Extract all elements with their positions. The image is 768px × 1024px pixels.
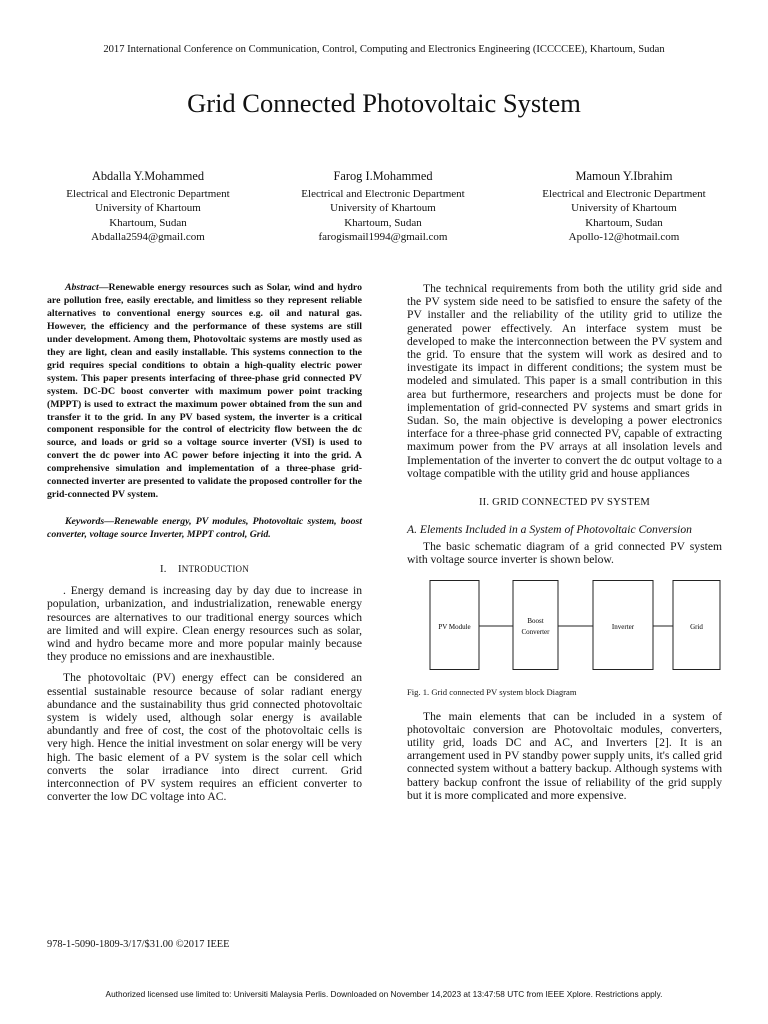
license-footer: Authorized licensed use limited to: Universiti Malaysia Perlis. Downloaded on November 14,2023 at 13:47:58 UTC from IEEE Xplore. Restrictions apply. <box>105 989 663 999</box>
section-heading-grid-connected: II. GRID CONNECTED PV SYSTEM <box>478 497 651 509</box>
author-email: Abdalla2594@gmail.com <box>91 230 205 243</box>
figure-caption: Fig. 1. Grid connected PV system block Diagram <box>407 686 577 697</box>
author-university: University of Khartoum <box>95 202 201 215</box>
intro-paragraph-2: The photovoltaic (PV) energy effect can be considered an essential sustainable resource because of solar radiant energy abundance and the sustainability thus grid connected photovoltaic system is widely used, although solar energy is available abundantly and free of cost, the cost of the photovoltaic cells is very high. Hence the initial investment on solar energy will be very high. The basic element of a PV system is the solar cell which converts the solar irradiance into direct current. Grid interconnection of PV system requires an efficient converter to converter the low DC voltage into AC. <box>47 671 362 804</box>
author-block-3 <box>524 168 724 244</box>
section-number: I. <box>160 564 167 576</box>
label-pv-module: PV Module <box>438 622 471 631</box>
right-column <box>407 282 722 802</box>
label-boost-line2: Converter <box>521 627 550 636</box>
keywords: Keywords—Renewable energy, PV modules, Photovoltaic system, boost converter, voltage source Inverter, MPPT control, Grid. <box>47 516 362 541</box>
paper-title: Grid Connected Photovoltaic System <box>187 88 581 118</box>
author-email: farogismail1994@gmail.com <box>318 230 448 243</box>
label-boost-line1: Boost <box>527 616 544 625</box>
block-diagram <box>429 580 729 670</box>
right-paragraph-1: The technical requirements from both the utility grid side and the PV system side need to be satisfied to ensure the safety of the PV installer and the reliability of the utility grid to utilize the generated power effectively. An interface system must be developed to make the interconnection between the PV system and the grid. To ensure that the system will work as desired and to investigate its impact in different conditions; the system must be modeled and simulated. This paper is a small contribution in this area but furthermore, researchers and projects must be done for implementation of grid-connected PV systems and smart grids in Sudan. So, the main objective is developing a power electronics interface for a three-phase grid connected PV, capable of extracting maximum power from the PV arrays at all insolation levels and Implementation of the inverter to convert the dc output voltage to a voltage compatible with the utility grid and house appliances <box>407 282 722 480</box>
author-email: Apollo-12@hotmail.com <box>568 230 680 243</box>
author-name: Mamoun Y.Ibrahim <box>575 169 673 183</box>
abstract <box>47 282 362 502</box>
left-column <box>47 282 362 803</box>
author-name: Farog I.Mohammed <box>333 169 433 183</box>
author-city: Khartoum, Sudan <box>109 216 187 229</box>
author-city: Khartoum, Sudan <box>585 216 663 229</box>
abstract-text: —Renewable energy resources such as Solar, wind and hydro are pollution free, easily erectable, and limitless so they represent reliable alternatives to conventional energy sources e.g. oil and natural gas. However, the efficiency and the performance of these systems are still under development. Among them, Photovoltaic systems are mostly used as they are light, clean and easily installable. This systems connection to the grid requires special conditions to obtain a high-quality electric power system. This paper presents interfacing of three-phase grid connected PV system. DC-DC boost converter with maximum power point tracking (MPPT) is used to extract the maximum power obtained from the sun and transfer it to the grid. In any PV based system, the inverter is a critical component responsible for the control of electricity flow between the dc source, and loads or grid so a voltage source inverter (VSI) is used to convert the dc power into AC power before injecting it into the grid. A comprehensive simulation and implementation of a three-phase grid-connected inverter are presented to validate the proposed controller for the grid-connected PV system. <box>47 282 362 501</box>
copyright-notice: 978-1-5090-1809-3/17/$31.00 ©2017 IEEE <box>47 939 230 950</box>
label-grid: Grid <box>690 622 703 631</box>
block-boost-converter <box>513 580 558 669</box>
intro-paragraph-1: . Energy demand is increasing day by day due to increase in population, urbanization, and industrialization, renewable energy resources are alternatives to our traditional energy sources which are limited and will expire. Clean energy resources such as solar, wind and hydro became more and more popular mainly because they produce no emissions and are inexhaustible. <box>47 584 362 664</box>
label-inverter: Inverter <box>611 622 635 631</box>
section2-paragraph-1: The basic schematic diagram of a grid connected PV system with voltage source inverter is shown below. <box>407 540 722 567</box>
section2-paragraph-2: The main elements that can be included in a system of photovoltaic conversion are Photovoltaic modules, converters, utility grid, loads DC and AC, and Inverters [2]. It is an arrangement used in PV standby power supply units, it's called grid connected system without a battery backup. Although systems with battery backup confront the issue of reliability of the grid supply but it is more complicated and more expensive. <box>407 709 722 802</box>
abstract-lead: Abstract <box>65 282 99 293</box>
section-title-rest: NTRODUCTION <box>181 564 249 575</box>
section-title-initial: I <box>178 564 182 576</box>
author-name: Abdalla Y.Mohammed <box>91 169 205 183</box>
block-diagram-svg <box>429 580 729 670</box>
author-block-2 <box>283 168 483 244</box>
author-department: Electrical and Electronic Department <box>66 188 230 200</box>
author-city: Khartoum, Sudan <box>344 216 422 229</box>
subsection-heading: A. Elements Included in a System of Photovoltaic Conversion <box>407 523 692 537</box>
author-department: Electrical and Electronic Department <box>301 188 465 200</box>
author-university: University of Khartoum <box>571 202 677 215</box>
author-department: Electrical and Electronic Department <box>542 188 706 200</box>
author-university: University of Khartoum <box>330 202 436 215</box>
author-block-1 <box>48 168 248 244</box>
section-heading-introduction <box>47 562 362 577</box>
conference-header: 2017 International Conference on Communication, Control, Computing and Electronics Engineering (ICCCCEE), Khartoum, Sudan <box>103 44 665 55</box>
